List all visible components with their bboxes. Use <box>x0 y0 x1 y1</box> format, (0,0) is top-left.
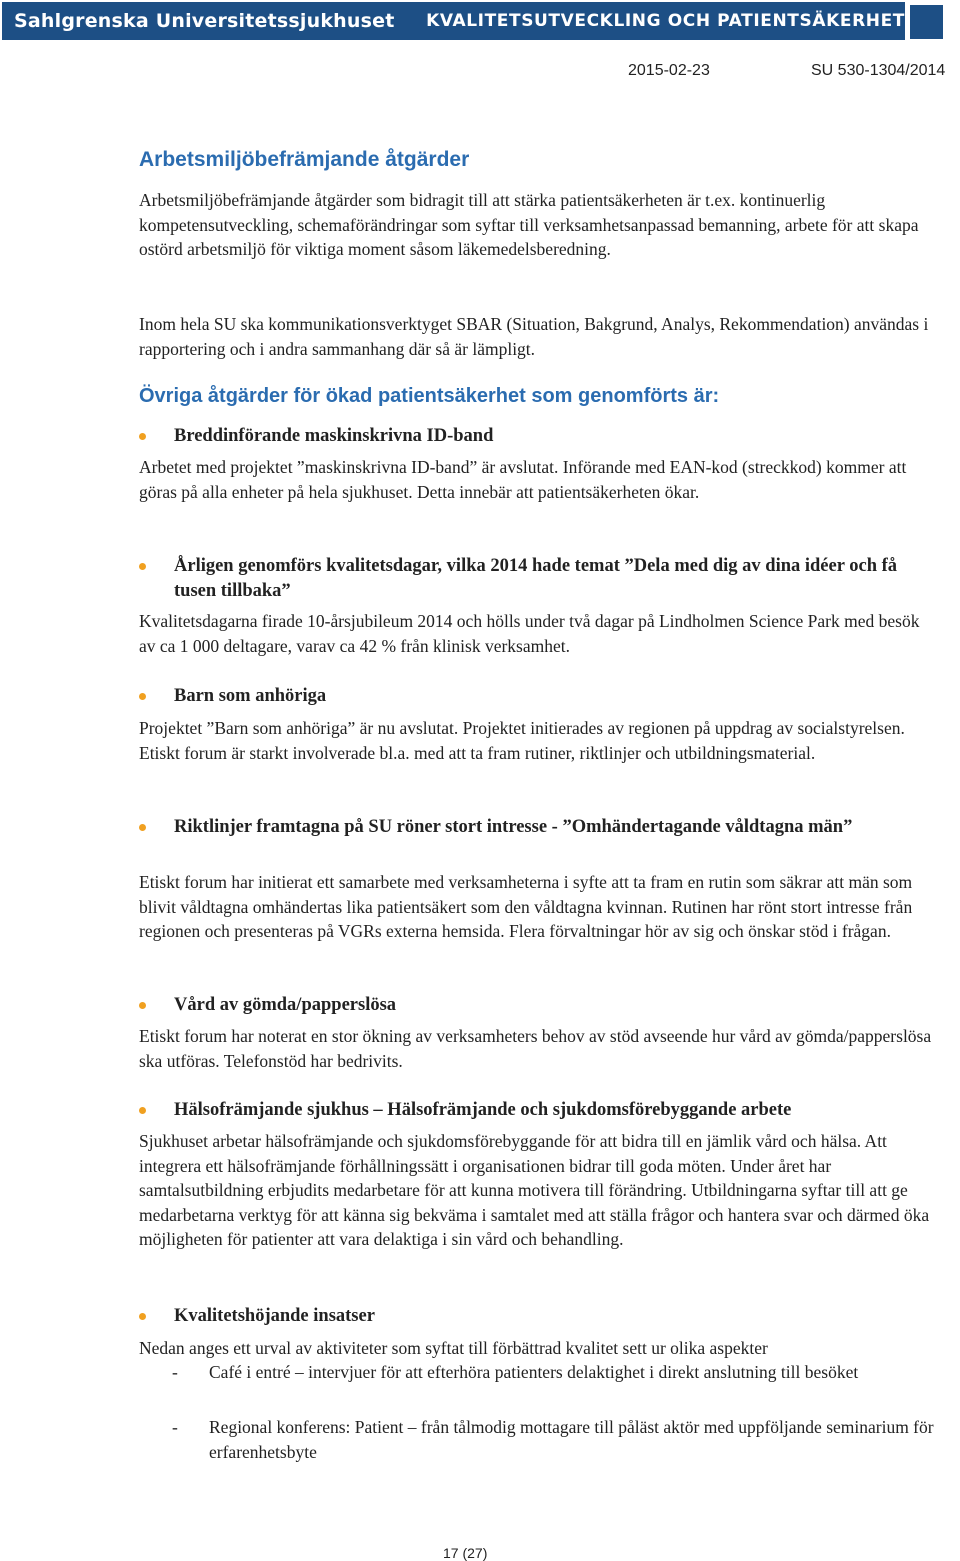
document-reference: SU 530-1304/2014 <box>811 62 946 79</box>
bullet-icon <box>139 563 146 570</box>
paragraph-arbetsmiljo: Arbetsmiljöbefrämjande åtgärder som bidragit till att stärka patientsäkerheten är t.ex. kontinuerlig kompetensutveckling, schemaförändringar som syftar till verksamhetsanpassad bemanning, arbete för att skapa ostörd arbetsmiljö för viktiga moment såsom läkemedelsberedning. <box>139 190 919 259</box>
dash-marker: - <box>172 1362 178 1382</box>
bullet-heading <box>139 815 939 840</box>
bullet-heading <box>139 1098 939 1123</box>
bullet-heading-text: Kvalitetshöjande insatser <box>174 1306 375 1326</box>
org-name: Sahlgrenska Universitetssjukhuset <box>14 10 395 32</box>
bullet-icon <box>139 1107 146 1114</box>
header-banner <box>2 2 905 40</box>
bullet-heading <box>139 684 939 709</box>
dash-list-text: Regional konferens: Patient – från tålmodig mottagare till påläst aktör med uppföljande seminarium för erfarenhetsbyte <box>209 1417 934 1462</box>
bullet-body: Sjukhuset arbetar hälsofrämjande och sjukdomsförebyggande för att bidra till en jämlik vård och hälsa. Att integrera ett hälsofrämjande förhållningssätt i organisationen bidrar till goda möten. Under året har samtalsutbildning erbjudits medarbetare för att kunna motivera till förändring. Utbildningarna syftar till att ge medarbetarna verktyg för att känna sig bekväma i samtalet med att ställa frågor och hantera svar och därmed öka möjligheten för patienter att vara delaktiga i sin vård och behandling. <box>139 1131 930 1249</box>
dash-list-text: Café i entré – intervjuer för att efterhöra patienters delaktighet i direkt anslutning till besöket <box>209 1362 859 1382</box>
dash-list-item <box>172 1415 942 1464</box>
bullet-body: Etiskt forum har noterat en stor ökning av verksamheters behov av stöd avseende hur vård av gömda/papperslösa ska utföras. Telefonstöd har bedrivits. <box>139 1026 932 1071</box>
bullet-heading-text: Riktlinjer framtagna på SU röner stort intresse - ”Omhändertagande våldtagna män” <box>174 817 853 837</box>
dash-list-item <box>172 1360 942 1385</box>
dash-marker: - <box>172 1417 178 1437</box>
header-square <box>910 5 943 39</box>
page-number: 17 (27) <box>443 1545 488 1561</box>
section-title-ovriga: Övriga åtgärder för ökad patientsäkerhet som genomförts är: <box>139 385 720 407</box>
bullet-heading <box>139 424 939 449</box>
bullet-heading-text: Årligen genomförs kvalitetsdagar, vilka 2014 hade temat ”Dela med dig av dina idéer och få tusen tillbaka” <box>174 556 898 601</box>
bullet-icon <box>139 693 146 700</box>
bullet-heading-text: Barn som anhöriga <box>174 686 327 706</box>
section-title-arbetsmiljo: Arbetsmiljöbefrämjande åtgärder <box>139 148 470 171</box>
bullet-heading-text: Vård av gömda/papperslösa <box>174 995 397 1015</box>
bullet-heading <box>139 1304 939 1329</box>
bullet-body: Projektet ”Barn som anhöriga” är nu avslutat. Projektet initierades av regionen på uppdrag av socialstyrelsen. Etiskt forum är starkt involverade bl.a. med att ta fram rutiner, riktlinjer och utbildningsmaterial. <box>139 718 905 763</box>
bullet-icon <box>139 433 146 440</box>
bullet-icon <box>139 1002 146 1009</box>
bullet-body: Kvalitetsdagarna firade 10-årsjubileum 2014 och hölls under två dagar på Lindholmen Science Park med besök av ca 1 000 deltagare, varav ca 42 % från klinisk verksamhet. <box>139 611 920 656</box>
bullet-icon <box>139 824 146 831</box>
bullet-heading-text: Hälsofrämjande sjukhus – Hälsofrämjande och sjukdomsförebyggande arbete <box>174 1100 792 1120</box>
document-date: 2015-02-23 <box>628 62 710 79</box>
bullet-heading-text: Breddinförande maskinskrivna ID-band <box>174 426 494 446</box>
bullet-icon <box>139 1313 146 1320</box>
bullet-heading <box>139 993 939 1018</box>
bullet-body: Arbetet med projektet ”maskinskrivna ID-band” är avslutat. Införande med EAN-kod (streckkod) kommer att göras på alla enheter på hela sjukhuset. Detta innebär att patientsäkerheten ökar. <box>139 457 907 502</box>
bullet-heading <box>139 554 939 604</box>
bullet-body: Etiskt forum har initierat ett samarbete med verksamheterna i syfte att ta fram en rutin som säkrar att män som blivit våldtagna omhändertas lika patientsäkert som den våldtagna kvinnan. Rutinen har rönt stort intresse från regionen och presenteras på VGRs externa hemsida. Flera förvaltningar hör av sig och önskar stöd i frågan. <box>139 872 913 941</box>
bullet-body: Nedan anges ett urval av aktiviteter som syftat till förbättrad kvalitet sett ur olika aspekter <box>139 1338 768 1358</box>
paragraph-sbar: Inom hela SU ska kommunikationsverktyget SBAR (Situation, Bakgrund, Analys, Rekommendation) användas i rapportering och i andra sammanhang där så är lämpligt. <box>139 314 929 359</box>
department-name: KVALITETSUTVECKLING OCH PATIENTSÄKERHET <box>426 11 905 31</box>
